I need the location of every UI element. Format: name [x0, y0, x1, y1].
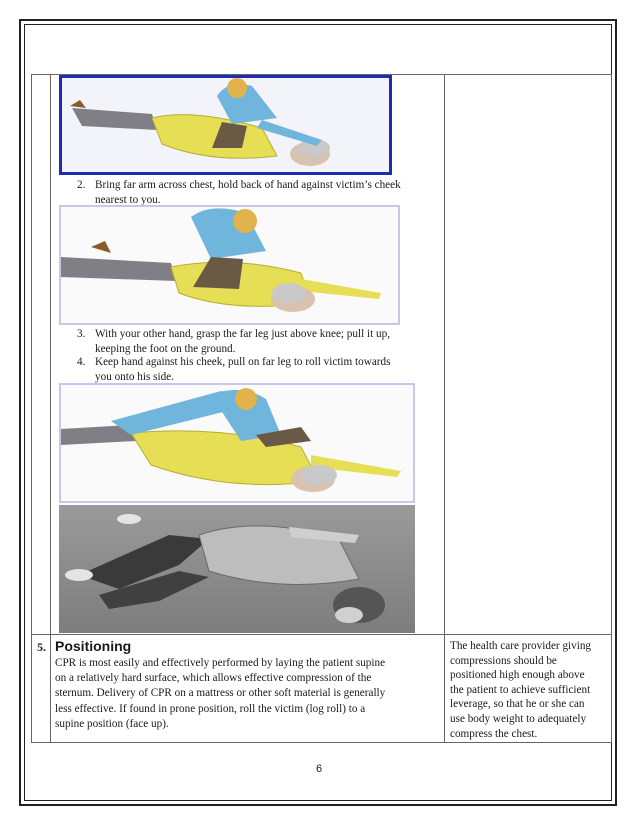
recovery-step-2-drawing — [61, 207, 398, 323]
body-line: on a relatively hard surface, which allows effective compression of the — [55, 672, 372, 685]
row-divider — [31, 634, 611, 635]
step-number: 2. — [77, 179, 86, 191]
step-2 — [77, 178, 447, 208]
illustration-recovery-step-2 — [59, 205, 400, 325]
step-number: 3. — [77, 328, 86, 340]
body-line: less effective. If found in prone position, roll the victim (log roll) to a — [55, 702, 366, 715]
illustration-recovery-step-1 — [59, 75, 392, 175]
photo-recovery-position — [59, 505, 415, 633]
step-text-line: Keep hand against his cheek, pull on far leg to roll victim towards — [95, 356, 391, 368]
step-text-line: keeping the foot on the ground. — [95, 342, 236, 355]
body-line: sternum. Delivery of CPR on a mattress or other soft material is generally — [55, 687, 386, 700]
note-line: compress the chest. — [450, 727, 538, 740]
body-line: supine position (face up). — [55, 717, 169, 730]
column-line-4 — [611, 74, 612, 743]
note-line: positioned high enough above — [450, 669, 585, 682]
side-note — [450, 639, 610, 741]
note-line: the patient to achieve sufficient — [450, 683, 591, 696]
step-text-line: you onto his side. — [95, 370, 174, 383]
step-number: 4. — [77, 356, 86, 368]
step-text-line: Bring far arm across chest, hold back of hand against victim’s cheek — [95, 179, 401, 191]
section-body — [55, 656, 435, 732]
step-text-line: nearest to you. — [95, 193, 161, 206]
note-line: compressions should be — [450, 654, 557, 667]
section-heading: Positioning — [55, 638, 132, 654]
row-number: 5. — [37, 640, 46, 654]
column-line-1 — [31, 74, 32, 743]
recovery-step-1-drawing — [62, 78, 389, 172]
page-number: 6 — [315, 763, 323, 775]
body-line: CPR is most easily and effectively performed by laying the patient supine — [55, 657, 386, 669]
step-3 — [77, 327, 447, 357]
recovery-position-photo — [59, 505, 415, 633]
illustration-recovery-step-3 — [59, 383, 415, 503]
column-line-2 — [50, 74, 51, 743]
recovery-step-3-drawing — [61, 385, 413, 501]
note-line: use body weight to adequately — [450, 712, 587, 725]
step-4 — [77, 355, 447, 385]
table-bottom-border — [31, 742, 611, 743]
note-line: The health care provider giving — [450, 640, 592, 652]
step-text-line: With your other hand, grasp the far leg just above knee; pull it up, — [95, 328, 391, 340]
column-line-3 — [444, 74, 445, 743]
note-line: leverage, so that he or she can — [450, 698, 585, 711]
